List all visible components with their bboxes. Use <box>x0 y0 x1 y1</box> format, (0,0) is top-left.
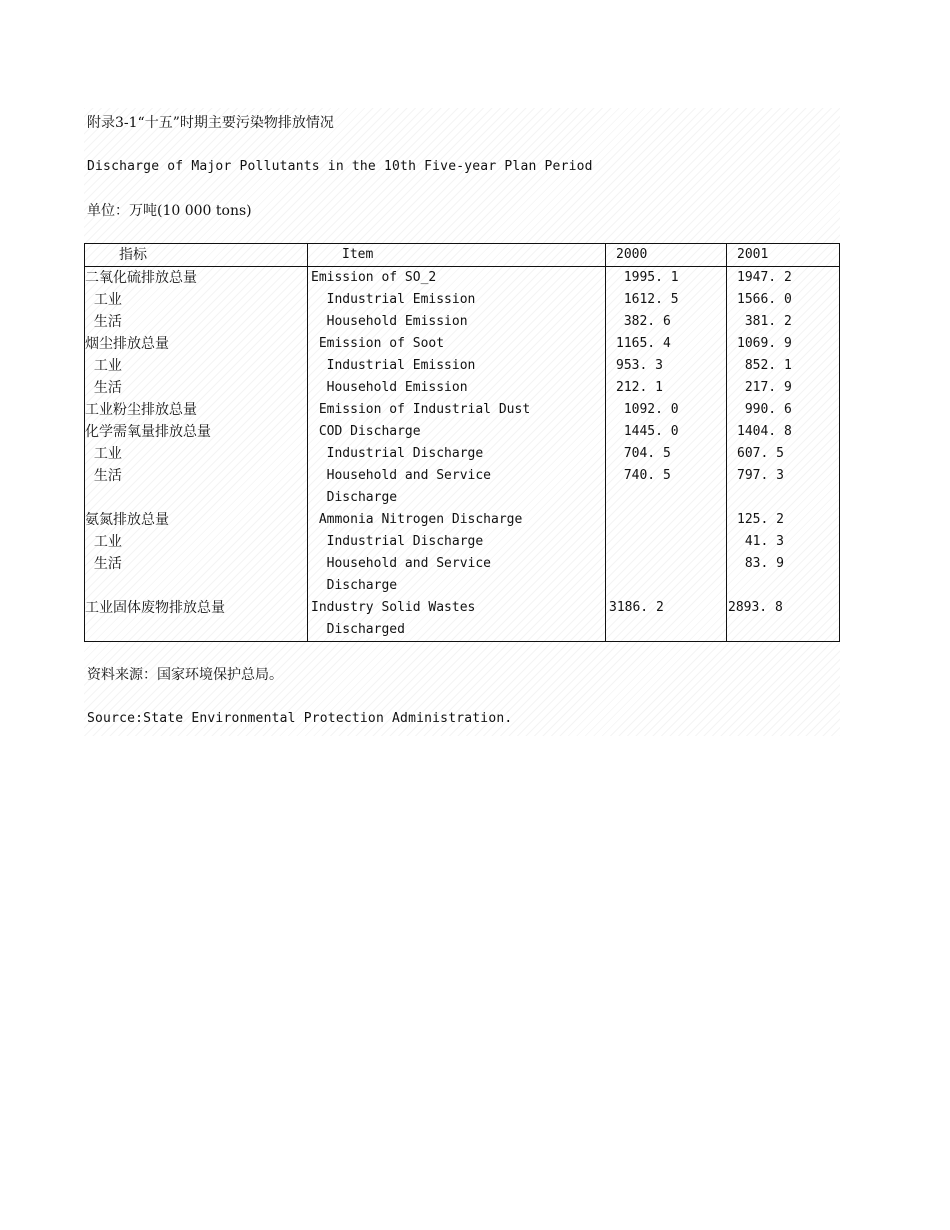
header-indicator: 指标 <box>85 244 308 267</box>
header-2001: 2001 <box>727 244 840 267</box>
title-chinese: 附录3-1“十五”时期主要污染物排放情况 <box>87 115 334 131</box>
pollutants-table <box>84 243 840 642</box>
indicator-cell: 氨氮排放总量 <box>85 509 308 531</box>
item-cell: Industrial Discharge <box>308 531 606 553</box>
table-row <box>85 333 840 355</box>
value-2000-cell: 704. 5 <box>606 443 727 465</box>
table-row <box>85 553 840 597</box>
value-2000-cell: 1995. 1 <box>606 267 727 290</box>
item-cell: Emission of SO_2 <box>308 267 606 290</box>
item-cell: COD Discharge <box>308 421 606 443</box>
table-row <box>85 399 840 421</box>
source-english: Source:State Environmental Protection Administration. <box>87 711 513 726</box>
value-2001-cell: 1404. 8 <box>737 424 792 439</box>
title-english: Discharge of Major Pollutants in the 10th Five-year Plan Period <box>87 159 593 174</box>
value-2001-cell: 41. 3 <box>737 534 784 549</box>
value-2000-cell: 1092. 0 <box>606 399 727 421</box>
item-cell: Ammonia Nitrogen Discharge <box>308 509 606 531</box>
table-row <box>85 531 840 553</box>
item-cell: Emission of Soot <box>308 333 606 355</box>
table-row <box>85 421 840 443</box>
value-2001-cell: 852. 1 <box>737 358 792 373</box>
value-2001-cell: 990. 6 <box>737 402 792 417</box>
indicator-cell: 化学需氧量排放总量 <box>85 421 308 443</box>
value-2000-cell <box>606 553 727 597</box>
table-row <box>85 355 840 377</box>
value-2000-cell: 740. 5 <box>606 465 727 509</box>
table-row <box>85 267 840 290</box>
table-row <box>85 289 840 311</box>
indicator-cell: 工业 <box>85 289 308 311</box>
item-cell: Household Emission <box>308 311 606 333</box>
unit-label: 单位：万吨(10 000 tons) <box>87 203 252 219</box>
table-row <box>85 597 840 642</box>
value-2001-cell: 607. 5 <box>737 446 784 461</box>
item-cell: Household and Service Discharge <box>308 465 606 509</box>
value-2001-cell: 1566. 0 <box>737 292 792 307</box>
table-row <box>85 311 840 333</box>
header-2000: 2000 <box>606 244 727 267</box>
value-2000-cell: 1165. 4 <box>606 333 727 355</box>
item-cell: Industrial Emission <box>308 289 606 311</box>
indicator-cell: 工业粉尘排放总量 <box>85 399 308 421</box>
source-chinese: 资料来源：国家环境保护总局。 <box>87 667 283 683</box>
value-2000-cell: 212. 1 <box>606 377 727 399</box>
value-2000-cell: 382. 6 <box>606 311 727 333</box>
value-2001-cell: 217. 9 <box>737 380 792 395</box>
value-2001-cell: 381. 2 <box>737 314 792 329</box>
value-2001-cell: 1947. 2 <box>737 270 792 285</box>
value-2000-cell: 953. 3 <box>606 355 727 377</box>
indicator-cell: 工业 <box>85 443 308 465</box>
table-row <box>85 443 840 465</box>
indicator-cell: 生活 <box>85 553 308 597</box>
value-2001-cell: 2893. 8 <box>728 600 783 615</box>
header-item: Item <box>308 244 606 267</box>
value-2001-cell: 797. 3 <box>737 468 784 483</box>
value-2000-cell <box>606 509 727 531</box>
indicator-cell: 工业 <box>85 531 308 553</box>
indicator-cell: 生活 <box>85 311 308 333</box>
indicator-cell: 工业 <box>85 355 308 377</box>
spreadsheet-page <box>84 108 840 736</box>
item-cell: Industry Solid Wastes Discharged <box>308 597 606 642</box>
value-2001-cell: 1069. 9 <box>737 336 792 351</box>
table-row <box>85 377 840 399</box>
indicator-cell: 二氧化硫排放总量 <box>85 267 308 290</box>
item-cell: Household Emission <box>308 377 606 399</box>
value-2001-cell: 83. 9 <box>737 556 784 571</box>
value-2000-cell <box>606 531 727 553</box>
value-2000-cell: 1612. 5 <box>606 289 727 311</box>
table-header-row <box>85 244 840 267</box>
item-cell: Industrial Emission <box>308 355 606 377</box>
indicator-cell: 生活 <box>85 465 308 509</box>
indicator-cell: 工业固体废物排放总量 <box>85 597 308 642</box>
item-cell: Emission of Industrial Dust <box>308 399 606 421</box>
value-2000-cell: 3186. 2 <box>606 597 727 642</box>
item-cell: Industrial Discharge <box>308 443 606 465</box>
value-2001-cell: 125. 2 <box>737 512 784 527</box>
item-cell: Household and Service Discharge <box>308 553 606 597</box>
table-row <box>85 465 840 509</box>
indicator-cell: 生活 <box>85 377 308 399</box>
indicator-cell: 烟尘排放总量 <box>85 333 308 355</box>
table-row <box>85 509 840 531</box>
value-2000-cell: 1445. 0 <box>606 421 727 443</box>
